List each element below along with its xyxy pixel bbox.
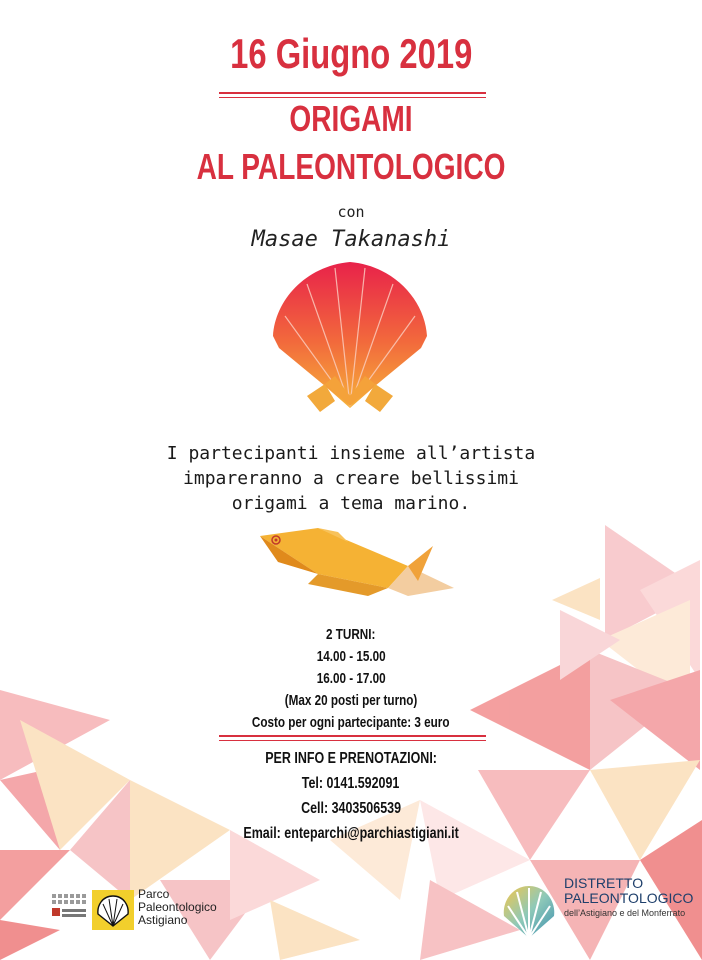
schedule-slot: 14.00 - 15.00 bbox=[316, 648, 386, 665]
shell-logo-icon bbox=[498, 880, 560, 942]
parco-name: Parco Paleontologico Astigiano bbox=[138, 887, 217, 927]
artist-name: Masae Takanashi bbox=[251, 227, 451, 252]
description-line: origami a tema marino. bbox=[231, 493, 471, 514]
with-label: con bbox=[337, 203, 365, 221]
title-line-1: ORIGAMI bbox=[289, 98, 413, 139]
info-block bbox=[0, 746, 702, 846]
event-date: 16 Giugno 2019 bbox=[229, 30, 473, 77]
description-line: I partecipanti insieme all’artista bbox=[166, 443, 536, 464]
fish-origami-icon bbox=[258, 526, 458, 600]
divider-info-1 bbox=[219, 735, 486, 737]
shell-logo-icon bbox=[92, 890, 134, 930]
info-heading: PER INFO E PRENOTAZIONI: bbox=[265, 750, 437, 767]
schedule-slot: 16.00 - 17.00 bbox=[316, 670, 386, 687]
phone-number: Tel: 0141.592091 bbox=[302, 775, 400, 792]
divider-info-2 bbox=[219, 740, 486, 741]
schedule-capacity: (Max 20 posti per turno) bbox=[284, 692, 418, 709]
shell-origami-icon bbox=[265, 256, 435, 414]
parco-logo bbox=[50, 888, 220, 934]
divider-top-1 bbox=[219, 92, 486, 94]
region-flag-icon bbox=[50, 890, 90, 930]
title-line-2: AL PALEONTOLOGICO bbox=[196, 146, 506, 187]
schedule-block bbox=[0, 624, 702, 734]
distretto-name: DISTRETTO PALEONTOLOGICO dell’Astigiano e del Monferrato bbox=[564, 875, 694, 918]
cell-number: Cell: 3403506539 bbox=[301, 800, 401, 817]
schedule-cost: Costo per ogni partecipante: 3 euro bbox=[252, 714, 450, 731]
description-line: impareranno a creare bellissimi bbox=[183, 468, 519, 489]
email-address: Email: enteparchi@parchiastigiani.it bbox=[243, 825, 459, 842]
description bbox=[0, 441, 702, 516]
distretto-logo bbox=[498, 875, 694, 946]
schedule-heading: 2 TURNI: bbox=[326, 626, 376, 643]
